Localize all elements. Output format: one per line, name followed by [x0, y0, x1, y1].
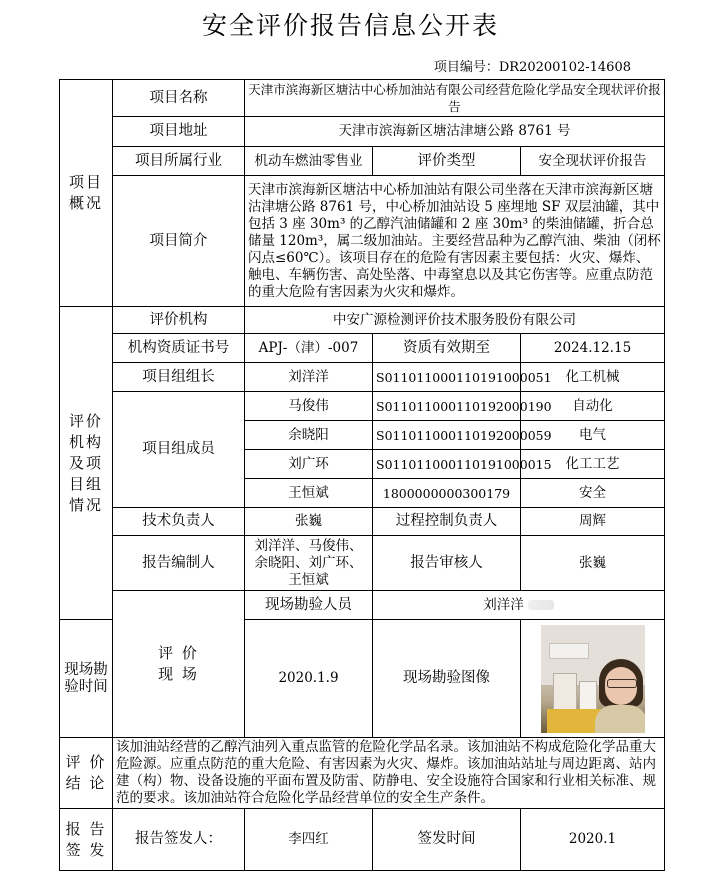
team-member-cert: 1800000000300179 [373, 479, 521, 508]
process-lead-name: 周辉 [521, 508, 665, 536]
site-image-label: 现场勘验图像 [373, 620, 521, 738]
team-member-cert: S011011000110191000051 [373, 363, 521, 392]
eval-type-value: 安全现状评价报告 [521, 147, 665, 176]
reviewer-name: 张巍 [521, 536, 665, 591]
section-site: 评 价 现 场 [113, 591, 245, 738]
project-intro: 天津市滨海新区塘沽中心桥加油站有限公司坐落在天津市滨海新区塘沽津塘公路 8761 号，中心桥加油站设 5 座埋地 SF 双层油罐，其中包括 3 座 30m³ 的乙醇汽油储罐和 2 座 30m³ 的柴油储罐，折合总储量 120m³，属二级加油站。主要经营品种为乙醇汽油、柴油（闭杯闪点≤60℃）。该项目存在的危险有害因素主要包括：火灾、爆炸、触电、车辆伤害、高处坠落、中毒窒息以及其它伤害等。应重点防范的重大危险有害因素为火灾和爆炸。 [245, 176, 665, 307]
document-title: 安全评价报告信息公开表 [201, 11, 499, 40]
team-member-cert: S011011000110192000059 [373, 421, 521, 450]
team-member-field: 化工机械 [521, 363, 665, 392]
section-organization: 评价 机构 及项 目组 情况 [60, 307, 113, 620]
team-member-cert: S011011000110192000190 [373, 392, 521, 421]
site-inspection-photo [541, 625, 645, 733]
tech-lead-label: 技术负责人 [113, 508, 245, 536]
industry-value: 机动车燃油零售业 [245, 147, 373, 176]
members-label: 项目组成员 [113, 392, 245, 508]
tech-lead-name: 张巍 [245, 508, 373, 536]
site-time-label: 现场勘验时间 [60, 620, 113, 738]
sign-time-label: 签发时间 [373, 809, 521, 871]
industry-label: 项目所属行业 [113, 147, 245, 176]
intro-label: 项目简介 [113, 176, 245, 307]
project-address: 天津市滨海新区塘沽津塘公路 8761 号 [245, 117, 665, 147]
org-name: 中安广源检测评价技术服务股份有限公司 [245, 307, 665, 334]
team-member-field: 电气 [521, 421, 665, 450]
team-member-field: 安全 [521, 479, 665, 508]
project-number-value: DR20200102-14608 [498, 60, 631, 75]
section-overview: 项目 概况 [60, 80, 113, 307]
project-name-label: 项目名称 [113, 80, 245, 117]
team-member-name: 刘广环 [245, 450, 373, 479]
signer-label: 报告签发人： [113, 809, 245, 871]
conclusion-text: 该加油站经营的乙醇汽油列入重点监管的危险化学品名录。该加油站不构成危险化学品重大危险源。应重点防范的重大危险、有害因素为火灾、爆炸。该加油站站址与周边距离、站内建（构）物、设备设施的平面布置及防雷、防静电、安全设施符合国家和行业相关标准、规范的要求。该加油站符合危险化学品经营单位的安全生产条件。 [113, 738, 665, 809]
project-address-label: 项目地址 [113, 117, 245, 147]
signer-name: 李四红 [245, 809, 373, 871]
site-image-cell [521, 620, 665, 738]
team-member-field: 化工工艺 [521, 450, 665, 479]
team-member-field: 自动化 [521, 392, 665, 421]
sign-time: 2020.1 [521, 809, 665, 871]
disclosure-table [59, 79, 664, 871]
org-label: 评价机构 [113, 307, 245, 334]
project-number [434, 56, 631, 75]
valid-date: 2024.12.15 [521, 334, 665, 363]
cert-number: APJ-（津）-007 [245, 334, 373, 363]
team-member-name: 余晓阳 [245, 421, 373, 450]
process-lead-label: 过程控制负责人 [373, 508, 521, 536]
eval-type-label: 评价类型 [373, 147, 521, 176]
compiler-label: 报告编制人 [113, 536, 245, 591]
site-time: 2020.1.9 [245, 620, 373, 738]
compiler-names: 刘洋洋、马俊伟、余晓阳、刘广环、王恒斌 [245, 536, 373, 591]
project-number-label: 项目编号： [433, 60, 499, 75]
team-member-name: 刘洋洋 [245, 363, 373, 392]
section-signoff: 报 告 签 发 [60, 809, 113, 871]
leader-label: 项目组组长 [113, 363, 245, 392]
redaction-mark [528, 600, 554, 610]
valid-label: 资质有效期至 [373, 334, 521, 363]
team-member-name: 马俊伟 [245, 392, 373, 421]
site-staff-label: 现场勘验人员 [245, 591, 373, 620]
cert-label: 机构资质证书号 [113, 334, 245, 363]
team-member-name: 王恒斌 [245, 479, 373, 508]
section-conclusion: 评 价 结 论 [60, 738, 113, 809]
project-name: 天津市滨海新区塘沽中心桥加油站有限公司经营危险化学品安全现状评价报告 [245, 80, 665, 117]
reviewer-label: 报告审核人 [373, 536, 521, 591]
team-member-cert: S011011000110191000015 [373, 450, 521, 479]
site-staff-name: 刘洋洋 [483, 596, 524, 613]
site-staff [373, 591, 665, 620]
